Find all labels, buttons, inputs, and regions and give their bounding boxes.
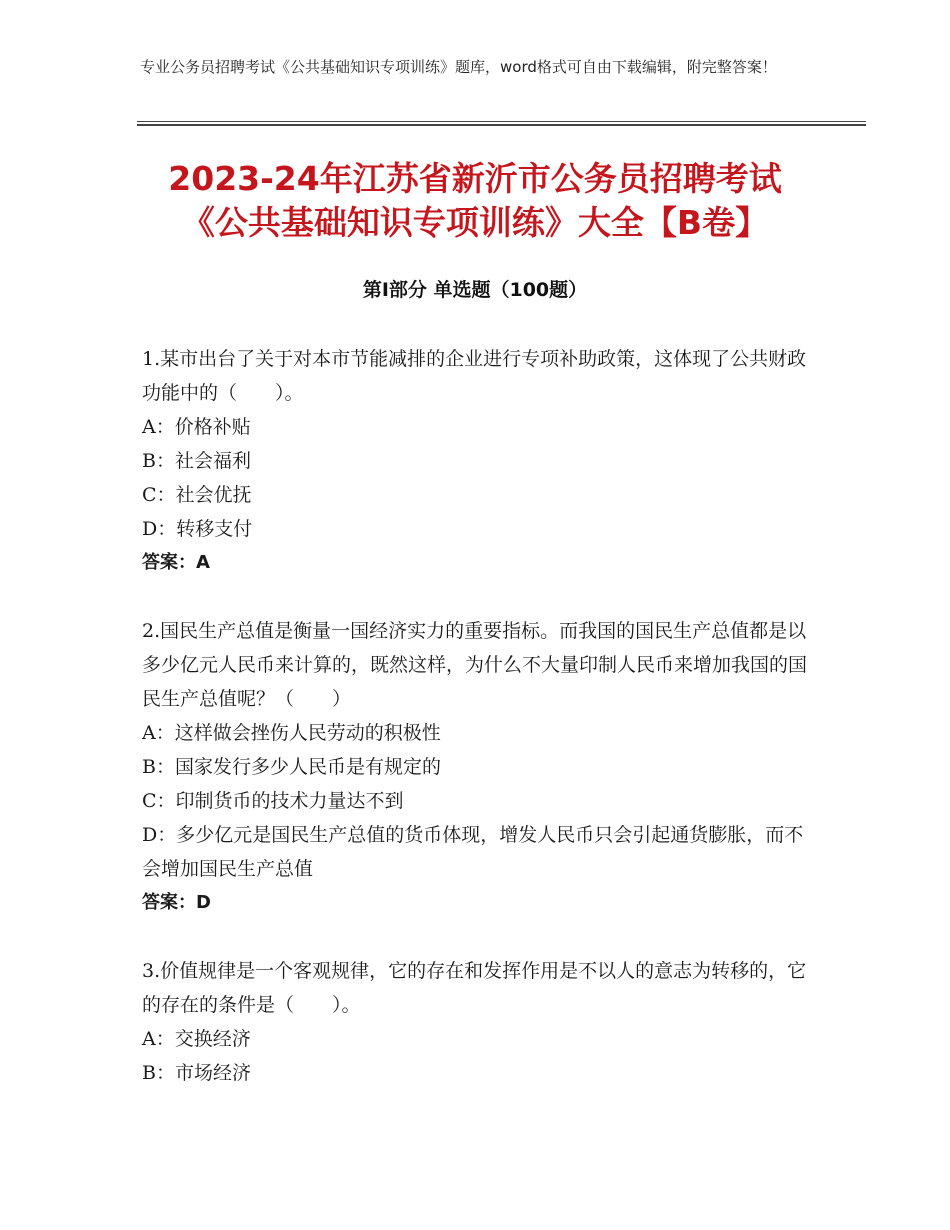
option-c: C：印制货币的技术力量达不到 [142,790,404,812]
answer: 答案：D [142,892,211,913]
option-a: A：价格补贴 [142,416,251,438]
question-2 [142,614,812,920]
header-divider-thin [137,121,866,122]
answer: 答案：A [142,552,210,573]
option-a: A：交换经济 [142,1028,251,1050]
option-b: B：国家发行多少人民币是有规定的 [142,756,441,778]
question-text: 1.某市出台了关于对本市节能减排的企业进行专项补助政策，这体现了公共财政功能中的（ ）。 [142,348,807,404]
question-1 [142,342,812,580]
option-c: C：社会优抚 [142,484,252,506]
title-line-1: 2023-24年江苏省新沂市公务员招聘考试 [168,159,782,198]
option-d: D：多少亿元是国民生产总值的货币体现，增发人民币只会引起通货膨胀，而不会增加国民生产总值 [142,824,804,880]
header-divider-thick [137,124,866,126]
question-text: 2.国民生产总值是衡量一国经济实力的重要指标。而我国的国民生产总值都是以多少亿元人民币来计算的，既然这样，为什么不大量印制人民币来增加我国的国民生产总值呢？（ ） [142,620,808,710]
option-a: A：这样做会挫伤人民劳动的积极性 [142,722,441,744]
section-heading: 第Ⅰ部分 单选题（100题） [362,279,588,301]
option-d: D：转移支付 [142,518,253,540]
option-b: B：社会福利 [142,450,251,472]
header-note: 专业公务员招聘考试《公共基础知识专项训练》题库，word格式可自由下载编辑，附完整答案！ [140,58,777,76]
option-b: B：市场经济 [142,1062,251,1084]
document-title [80,157,870,245]
question-text: 3.价值规律是一个客观规律，它的存在和发挥作用是不以人的意志为转移的，它的存在的条件是（ ）。 [142,960,807,1016]
title-line-2: 《公共基础知识专项训练》大全【B卷】 [181,203,769,242]
question-list [142,342,812,1124]
question-3 [142,954,812,1090]
